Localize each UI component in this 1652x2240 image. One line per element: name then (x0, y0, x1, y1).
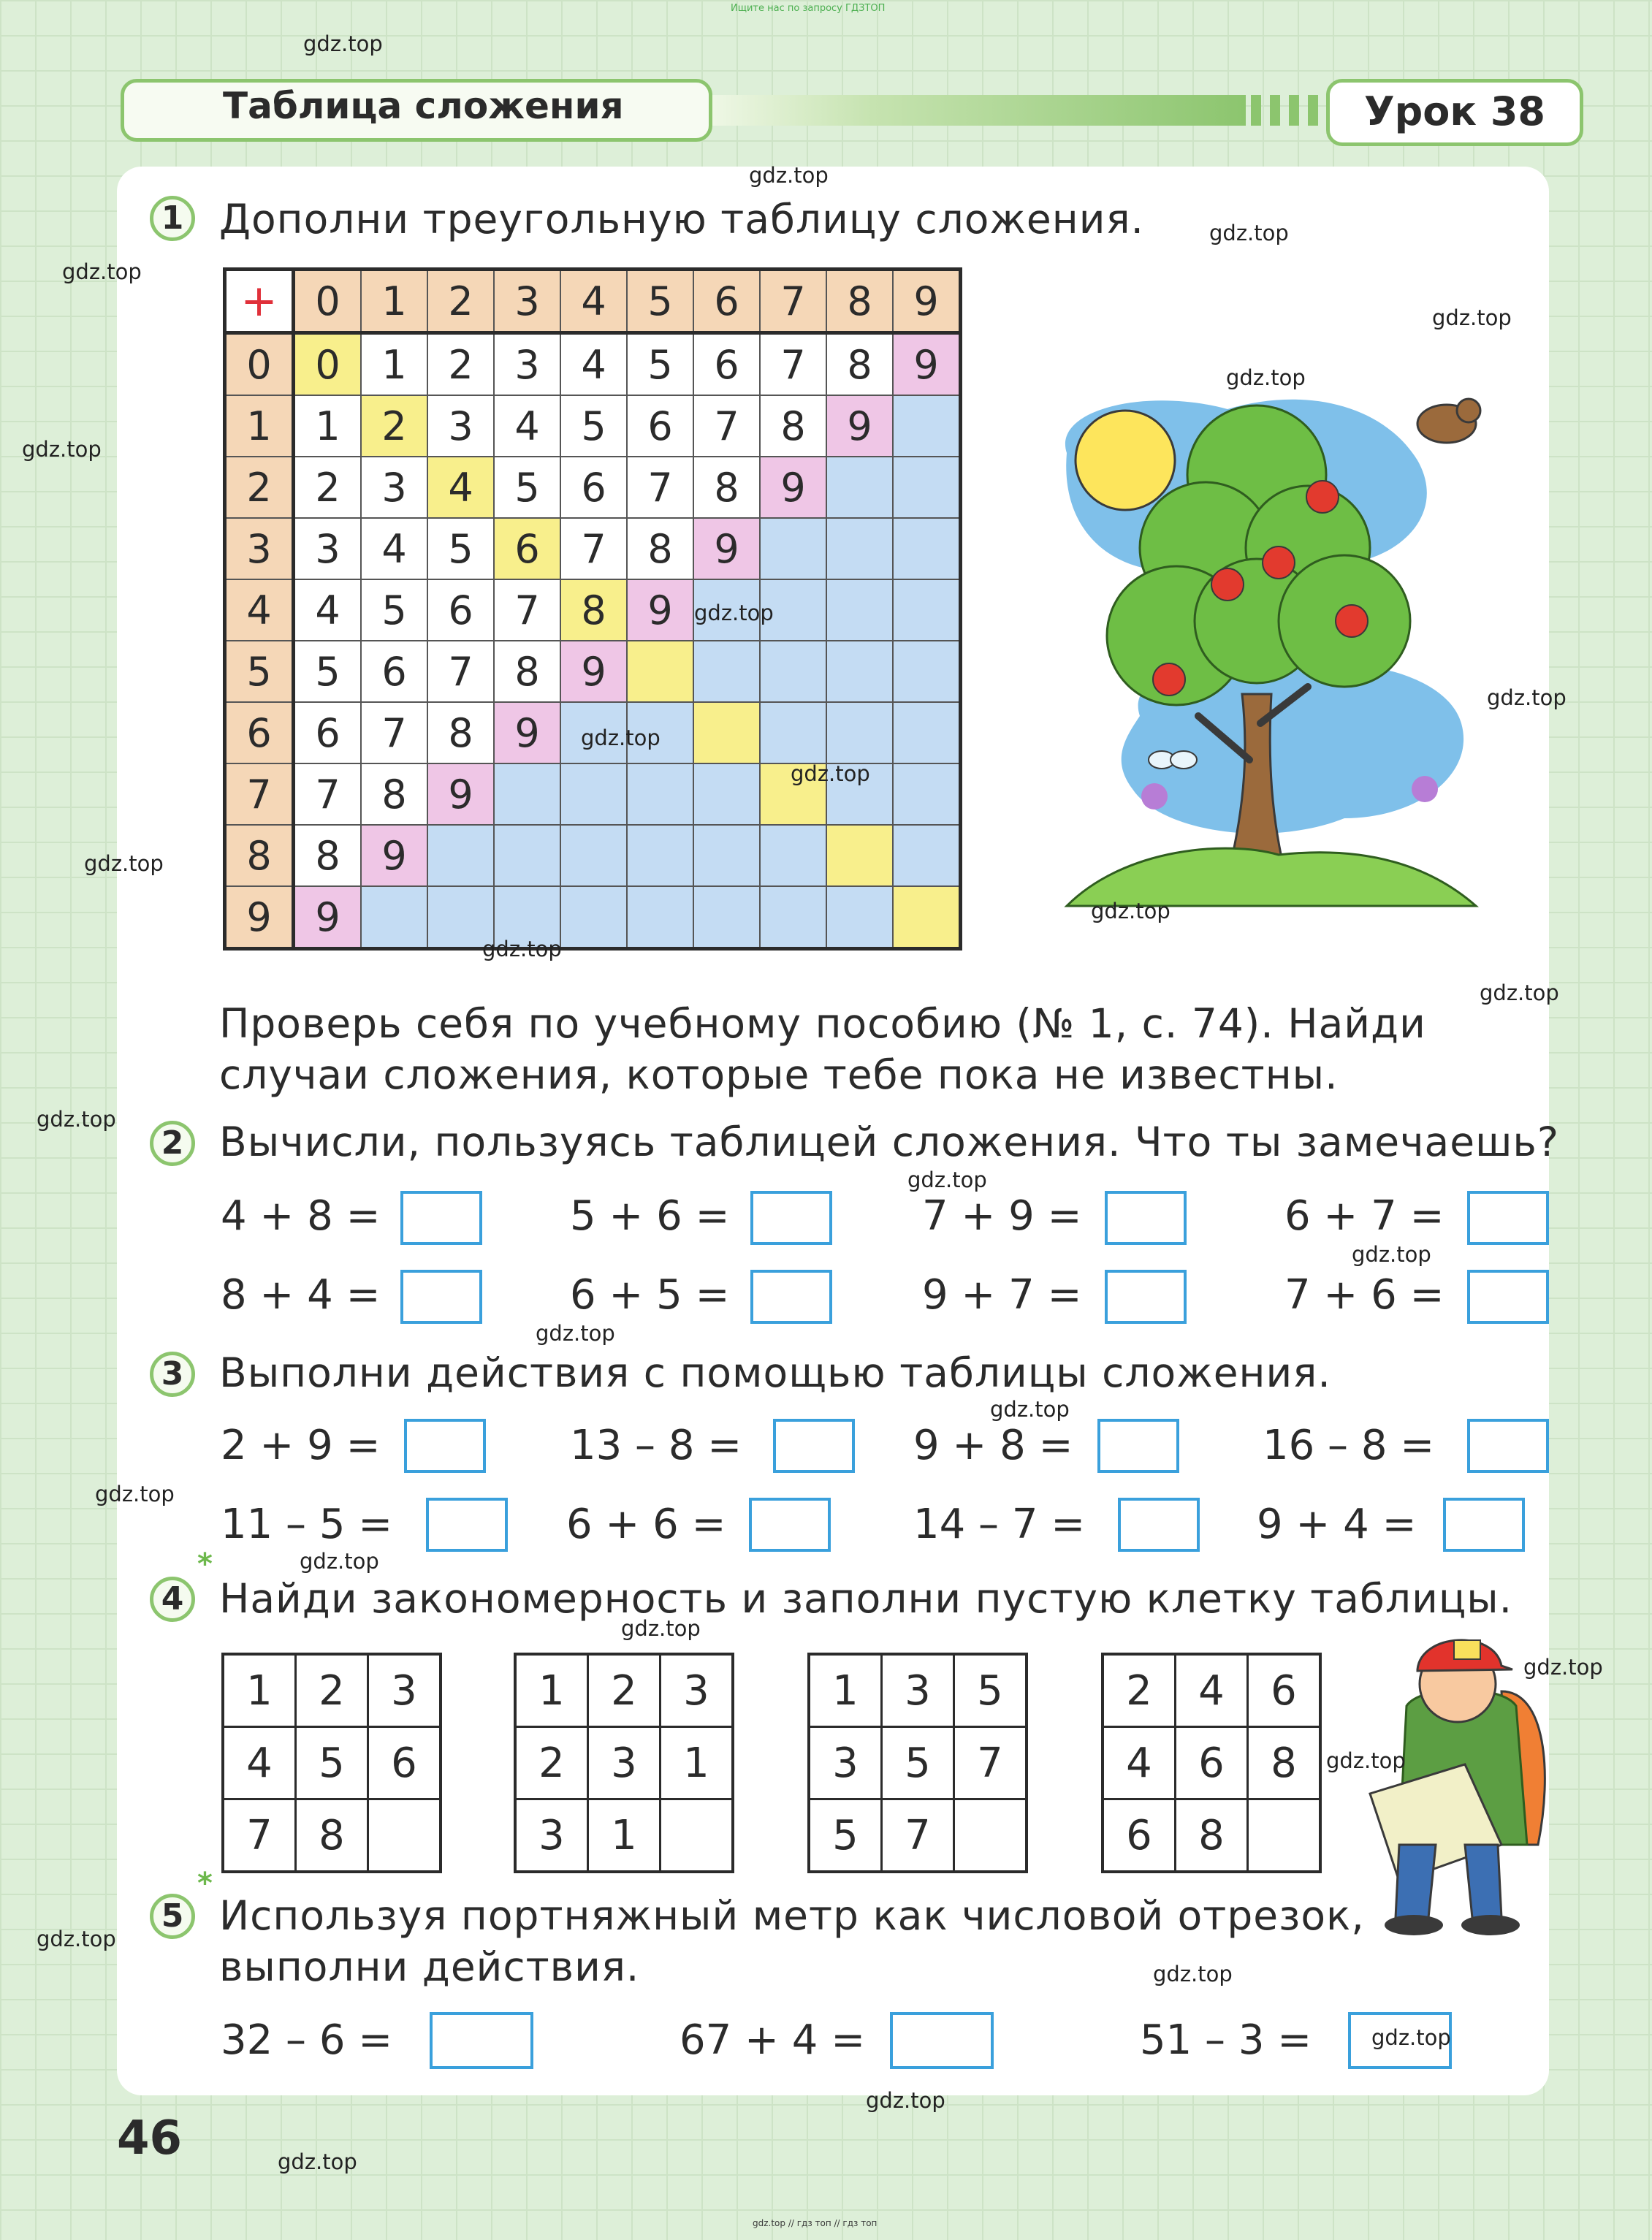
watermark: gdz.top (1091, 899, 1171, 923)
grid-cell: 6 (1176, 1727, 1248, 1799)
answer-box[interactable] (400, 1270, 482, 1324)
empty-table-cell[interactable] (494, 825, 560, 886)
table-cell: 9 (427, 763, 494, 825)
watermark: gdz.top (791, 761, 870, 786)
table-cell: 9 (693, 518, 760, 579)
pattern-grid-4 (1101, 1653, 1322, 1873)
table-cell: 8 (693, 457, 760, 518)
answer-box[interactable] (773, 1419, 855, 1473)
header-stripe (1251, 95, 1261, 126)
watermark: gdz.top (749, 163, 829, 188)
task1-check-line2: случаи сложения, которые тебе пока не известны. (219, 1051, 1339, 1098)
empty-table-cell[interactable] (826, 579, 893, 641)
grid-cell: 1 (223, 1654, 296, 1727)
watermark: gdz.top (303, 31, 383, 56)
task-number-1: 1 (150, 196, 195, 241)
grid-cell: 5 (954, 1654, 1027, 1727)
exercise: 6 + 6 = (566, 1501, 726, 1548)
empty-table-cell[interactable] (760, 518, 826, 579)
exercise: 9 + 4 = (1257, 1501, 1417, 1548)
column-header: 1 (361, 270, 427, 333)
empty-table-cell[interactable] (826, 518, 893, 579)
table-cell: 9 (494, 702, 560, 763)
grid-cell: 6 (1248, 1654, 1321, 1727)
table-cell: 1 (361, 333, 427, 396)
table-cell: 8 (627, 518, 693, 579)
exercise: 8 + 4 = (221, 1271, 381, 1319)
empty-table-cell[interactable] (560, 763, 627, 825)
watermark: gdz.top (1209, 221, 1289, 245)
page-number: 46 (117, 2111, 183, 2165)
table-cell: 8 (494, 641, 560, 702)
empty-table-cell[interactable] (893, 825, 961, 886)
answer-box[interactable] (750, 1191, 832, 1245)
watermark: gdz.top (1153, 1962, 1233, 1986)
task5-text-line2: выполни действия. (219, 1943, 640, 1990)
column-header: 5 (627, 270, 693, 333)
grid-cell: 1 (809, 1654, 882, 1727)
table-cell: 5 (627, 333, 693, 396)
grid-cell: 3 (882, 1654, 954, 1727)
empty-table-cell[interactable] (627, 641, 693, 702)
answer-box[interactable] (749, 1498, 831, 1552)
sun-icon (1076, 411, 1175, 510)
grid-cell: 7 (954, 1727, 1027, 1799)
grid-cell: 2 (1103, 1654, 1176, 1727)
empty-table-cell[interactable] (760, 702, 826, 763)
table-cell: 5 (294, 641, 362, 702)
task4-star: * (197, 1547, 213, 1581)
empty-table-cell[interactable] (826, 825, 893, 886)
table-cell: 5 (427, 518, 494, 579)
row-header: 8 (225, 825, 294, 886)
watermark: gdz.top (62, 259, 142, 284)
grid-cell: 3 (588, 1727, 661, 1799)
row-header: 0 (225, 333, 294, 396)
table-cell: 3 (361, 457, 427, 518)
empty-grid-cell[interactable] (1248, 1799, 1321, 1873)
watermark: gdz.top (1432, 305, 1512, 330)
grid-cell: 5 (882, 1727, 954, 1799)
grid-cell: 1 (515, 1654, 588, 1727)
grid-cell: 1 (661, 1727, 734, 1799)
empty-table-cell[interactable] (893, 763, 961, 825)
table-cell: 3 (294, 518, 362, 579)
watermark: gdz.top (1226, 365, 1306, 390)
watermark: gdz.top (37, 1927, 116, 1951)
table-cell: 4 (361, 518, 427, 579)
empty-table-cell[interactable] (693, 763, 760, 825)
answer-box[interactable] (750, 1270, 832, 1324)
table-cell: 5 (560, 395, 627, 457)
answer-box[interactable] (890, 2012, 994, 2069)
empty-table-cell[interactable] (560, 886, 627, 949)
table-cell: 6 (693, 333, 760, 396)
row-header: 3 (225, 518, 294, 579)
grid-cell: 1 (588, 1799, 661, 1873)
grid-cell: 4 (223, 1727, 296, 1799)
table-cell: 8 (294, 825, 362, 886)
exercise: 5 + 6 = (570, 1192, 730, 1240)
watermark: gdz.top (581, 725, 661, 750)
exercise: 2 + 9 = (221, 1422, 381, 1469)
empty-grid-cell[interactable] (368, 1799, 441, 1873)
task5-star: * (197, 1867, 213, 1900)
table-cell: 7 (427, 641, 494, 702)
addition-table (223, 267, 962, 951)
table-cell: 8 (427, 702, 494, 763)
table-cell: 4 (427, 457, 494, 518)
exercise: 4 + 8 = (221, 1192, 381, 1240)
grid-cell: 5 (296, 1727, 368, 1799)
pattern-grid-3 (807, 1653, 1028, 1873)
exercise: 67 + 4 = (680, 2016, 866, 2064)
table-cell: 9 (560, 641, 627, 702)
exercise: 9 + 8 = (913, 1422, 1073, 1469)
header-stripe (1289, 95, 1299, 126)
task3-text: Выполни действия с помощью таблицы сложения. (219, 1349, 1331, 1396)
watermark: gdz.top (84, 851, 164, 876)
empty-table-cell[interactable] (627, 763, 693, 825)
watermark: gdz.top (1480, 980, 1559, 1005)
task2-text: Вычисли, пользуясь таблицей сложения. Что ты замечаешь? (219, 1119, 1560, 1165)
empty-table-cell[interactable] (893, 457, 961, 518)
table-cell: 8 (760, 395, 826, 457)
answer-box[interactable] (1467, 1419, 1549, 1473)
empty-table-cell[interactable] (826, 457, 893, 518)
table-cell: 8 (826, 333, 893, 396)
empty-table-cell[interactable] (826, 702, 893, 763)
empty-table-cell[interactable] (826, 886, 893, 949)
header-stripe (1270, 95, 1280, 126)
exercise: 7 + 9 = (922, 1192, 1082, 1240)
task4-text: Найди закономерность и заполни пустую клетку таблицы. (219, 1575, 1513, 1622)
column-header: 3 (494, 270, 560, 333)
table-cell: 9 (760, 457, 826, 518)
column-header: 0 (294, 270, 362, 333)
grid-cell: 7 (882, 1799, 954, 1873)
grid-cell: 2 (588, 1654, 661, 1727)
task1-text: Дополни треугольную таблицу сложения. (219, 196, 1145, 243)
empty-table-cell[interactable] (826, 641, 893, 702)
watermark: gdz.top (1487, 685, 1567, 710)
task5-text-line1: Используя портняжный метр как числовой отрезок, (219, 1892, 1365, 1939)
pattern-grid-1 (221, 1653, 442, 1873)
exercise: 13 – 8 = (570, 1422, 742, 1469)
task-number-5: 5 (150, 1894, 195, 1939)
exercise: 32 – 6 = (221, 2016, 393, 2064)
empty-table-cell[interactable] (760, 825, 826, 886)
table-cell: 6 (627, 395, 693, 457)
plus-sign: + (225, 270, 294, 333)
grid-cell: 8 (296, 1799, 368, 1873)
watermark: gdz.top (482, 937, 562, 961)
watermark: gdz.top (278, 2149, 357, 2174)
exercise: 6 + 7 = (1284, 1192, 1444, 1240)
empty-table-cell[interactable] (893, 579, 961, 641)
tree-illustration (1038, 380, 1491, 921)
table-cell: 9 (294, 886, 362, 949)
bird-icon (1417, 399, 1480, 443)
grid-cell: 3 (661, 1654, 734, 1727)
column-header: 8 (826, 270, 893, 333)
answer-box[interactable] (430, 2012, 533, 2069)
watermark: gdz.top (1352, 1242, 1431, 1267)
table-cell: 2 (427, 333, 494, 396)
table-cell: 9 (627, 579, 693, 641)
empty-table-cell[interactable] (760, 641, 826, 702)
task-number-4: 4 (150, 1577, 195, 1622)
row-header: 1 (225, 395, 294, 457)
grid-cell: 4 (1176, 1654, 1248, 1727)
grid-cell: 2 (515, 1727, 588, 1799)
grid-cell: 5 (809, 1799, 882, 1873)
answer-box[interactable] (1467, 1270, 1549, 1324)
exercise: 11 – 5 = (221, 1501, 393, 1548)
empty-table-cell[interactable] (893, 518, 961, 579)
exercise: 14 – 7 = (913, 1501, 1086, 1548)
grid-cell: 4 (1103, 1727, 1176, 1799)
row-header: 5 (225, 641, 294, 702)
table-cell: 9 (361, 825, 427, 886)
empty-table-cell[interactable] (627, 825, 693, 886)
answer-box[interactable] (1118, 1498, 1200, 1552)
row-header: 6 (225, 702, 294, 763)
table-cell: 4 (494, 395, 560, 457)
exercise: 7 + 6 = (1284, 1271, 1444, 1319)
table-cell: 4 (560, 333, 627, 396)
empty-table-cell[interactable] (693, 702, 760, 763)
task1-check-line1: Проверь себя по учебному пособию (№ 1, с. 74). Найди (219, 1000, 1426, 1047)
table-cell: 6 (427, 579, 494, 641)
grid-cell: 2 (296, 1654, 368, 1727)
answer-box[interactable] (400, 1191, 482, 1245)
empty-table-cell[interactable] (560, 825, 627, 886)
table-cell: 1 (294, 395, 362, 457)
grid-cell: 6 (1103, 1799, 1176, 1873)
grid-cell: 6 (368, 1727, 441, 1799)
grid-cell: 3 (809, 1727, 882, 1799)
exercise: 51 – 3 = (1140, 2016, 1312, 2064)
empty-table-cell[interactable] (627, 886, 693, 949)
bottom-note: gdz.top // гдз топ // гдз топ (753, 2218, 878, 2228)
exercise: 16 – 8 = (1263, 1422, 1435, 1469)
table-cell: 4 (294, 579, 362, 641)
answer-box[interactable] (1467, 1191, 1549, 1245)
grid-cell: 3 (515, 1799, 588, 1873)
lesson-label: Урок 38 (1326, 79, 1583, 146)
table-cell: 7 (294, 763, 362, 825)
watermark: gdz.top (990, 1397, 1070, 1422)
watermark: gdz.top (1326, 1748, 1406, 1773)
table-cell: 6 (361, 641, 427, 702)
watermark: gdz.top (95, 1482, 175, 1506)
empty-grid-cell[interactable] (661, 1799, 734, 1873)
table-cell: 7 (627, 457, 693, 518)
table-cell: 9 (826, 395, 893, 457)
empty-table-cell[interactable] (893, 886, 961, 949)
answer-box[interactable] (1097, 1419, 1179, 1473)
answer-box[interactable] (1443, 1498, 1525, 1552)
column-header: 7 (760, 270, 826, 333)
answer-box[interactable] (1105, 1270, 1187, 1324)
header-stripe (1308, 95, 1318, 126)
answer-box[interactable] (1105, 1191, 1187, 1245)
table-cell: 6 (494, 518, 560, 579)
page-title: Таблица сложения (223, 85, 624, 127)
watermark: gdz.top (621, 1616, 701, 1641)
table-cell: 8 (361, 763, 427, 825)
column-header: 9 (893, 270, 961, 333)
table-cell: 7 (361, 702, 427, 763)
answer-box[interactable] (426, 1498, 508, 1552)
empty-table-cell[interactable] (494, 763, 560, 825)
watermark: gdz.top (1371, 2025, 1451, 2050)
empty-table-cell[interactable] (427, 825, 494, 886)
table-cell: 6 (560, 457, 627, 518)
row-header: 2 (225, 457, 294, 518)
grid-cell: 8 (1176, 1799, 1248, 1873)
table-cell: 3 (427, 395, 494, 457)
watermark: gdz.top (694, 601, 774, 625)
column-header: 6 (693, 270, 760, 333)
row-header: 4 (225, 579, 294, 641)
exercise: 9 + 7 = (922, 1271, 1082, 1319)
empty-grid-cell[interactable] (954, 1799, 1027, 1873)
table-cell: 9 (893, 333, 961, 396)
grid-cell: 8 (1248, 1727, 1321, 1799)
grid-cell: 7 (223, 1799, 296, 1873)
table-cell: 7 (760, 333, 826, 396)
empty-table-cell[interactable] (693, 886, 760, 949)
pattern-grid-2 (514, 1653, 734, 1873)
row-header: 7 (225, 763, 294, 825)
empty-table-cell[interactable] (893, 702, 961, 763)
task-number-3: 3 (150, 1352, 195, 1397)
watermark: gdz.top (22, 437, 102, 462)
watermark: gdz.top (907, 1167, 987, 1192)
exercise: 6 + 5 = (570, 1271, 730, 1319)
table-cell: 2 (361, 395, 427, 457)
watermark: gdz.top (1523, 1655, 1603, 1680)
empty-table-cell[interactable] (361, 886, 427, 949)
empty-table-cell[interactable] (893, 395, 961, 457)
grid-cell: 3 (368, 1654, 441, 1727)
column-header: 2 (427, 270, 494, 333)
empty-table-cell[interactable] (760, 886, 826, 949)
table-cell: 8 (560, 579, 627, 641)
table-cell: 5 (361, 579, 427, 641)
table-cell: 6 (294, 702, 362, 763)
empty-table-cell[interactable] (693, 825, 760, 886)
empty-table-cell[interactable] (893, 641, 961, 702)
table-cell: 5 (494, 457, 560, 518)
watermark: gdz.top (37, 1107, 116, 1132)
table-cell: 7 (560, 518, 627, 579)
watermark: gdz.top (300, 1549, 379, 1574)
top-note: Ищите нас по запросу ГДЗТОП (731, 3, 886, 14)
table-cell: 2 (294, 457, 362, 518)
answer-box[interactable] (404, 1419, 486, 1473)
table-cell: 0 (294, 333, 362, 396)
table-cell: 7 (693, 395, 760, 457)
row-header: 9 (225, 886, 294, 949)
column-header: 4 (560, 270, 627, 333)
empty-table-cell[interactable] (693, 641, 760, 702)
table-cell: 7 (494, 579, 560, 641)
watermark: gdz.top (536, 1321, 615, 1346)
table-cell: 3 (494, 333, 560, 396)
watermark: gdz.top (866, 2088, 945, 2113)
header-decor-bar (712, 95, 1246, 126)
task-number-2: 2 (150, 1121, 195, 1166)
